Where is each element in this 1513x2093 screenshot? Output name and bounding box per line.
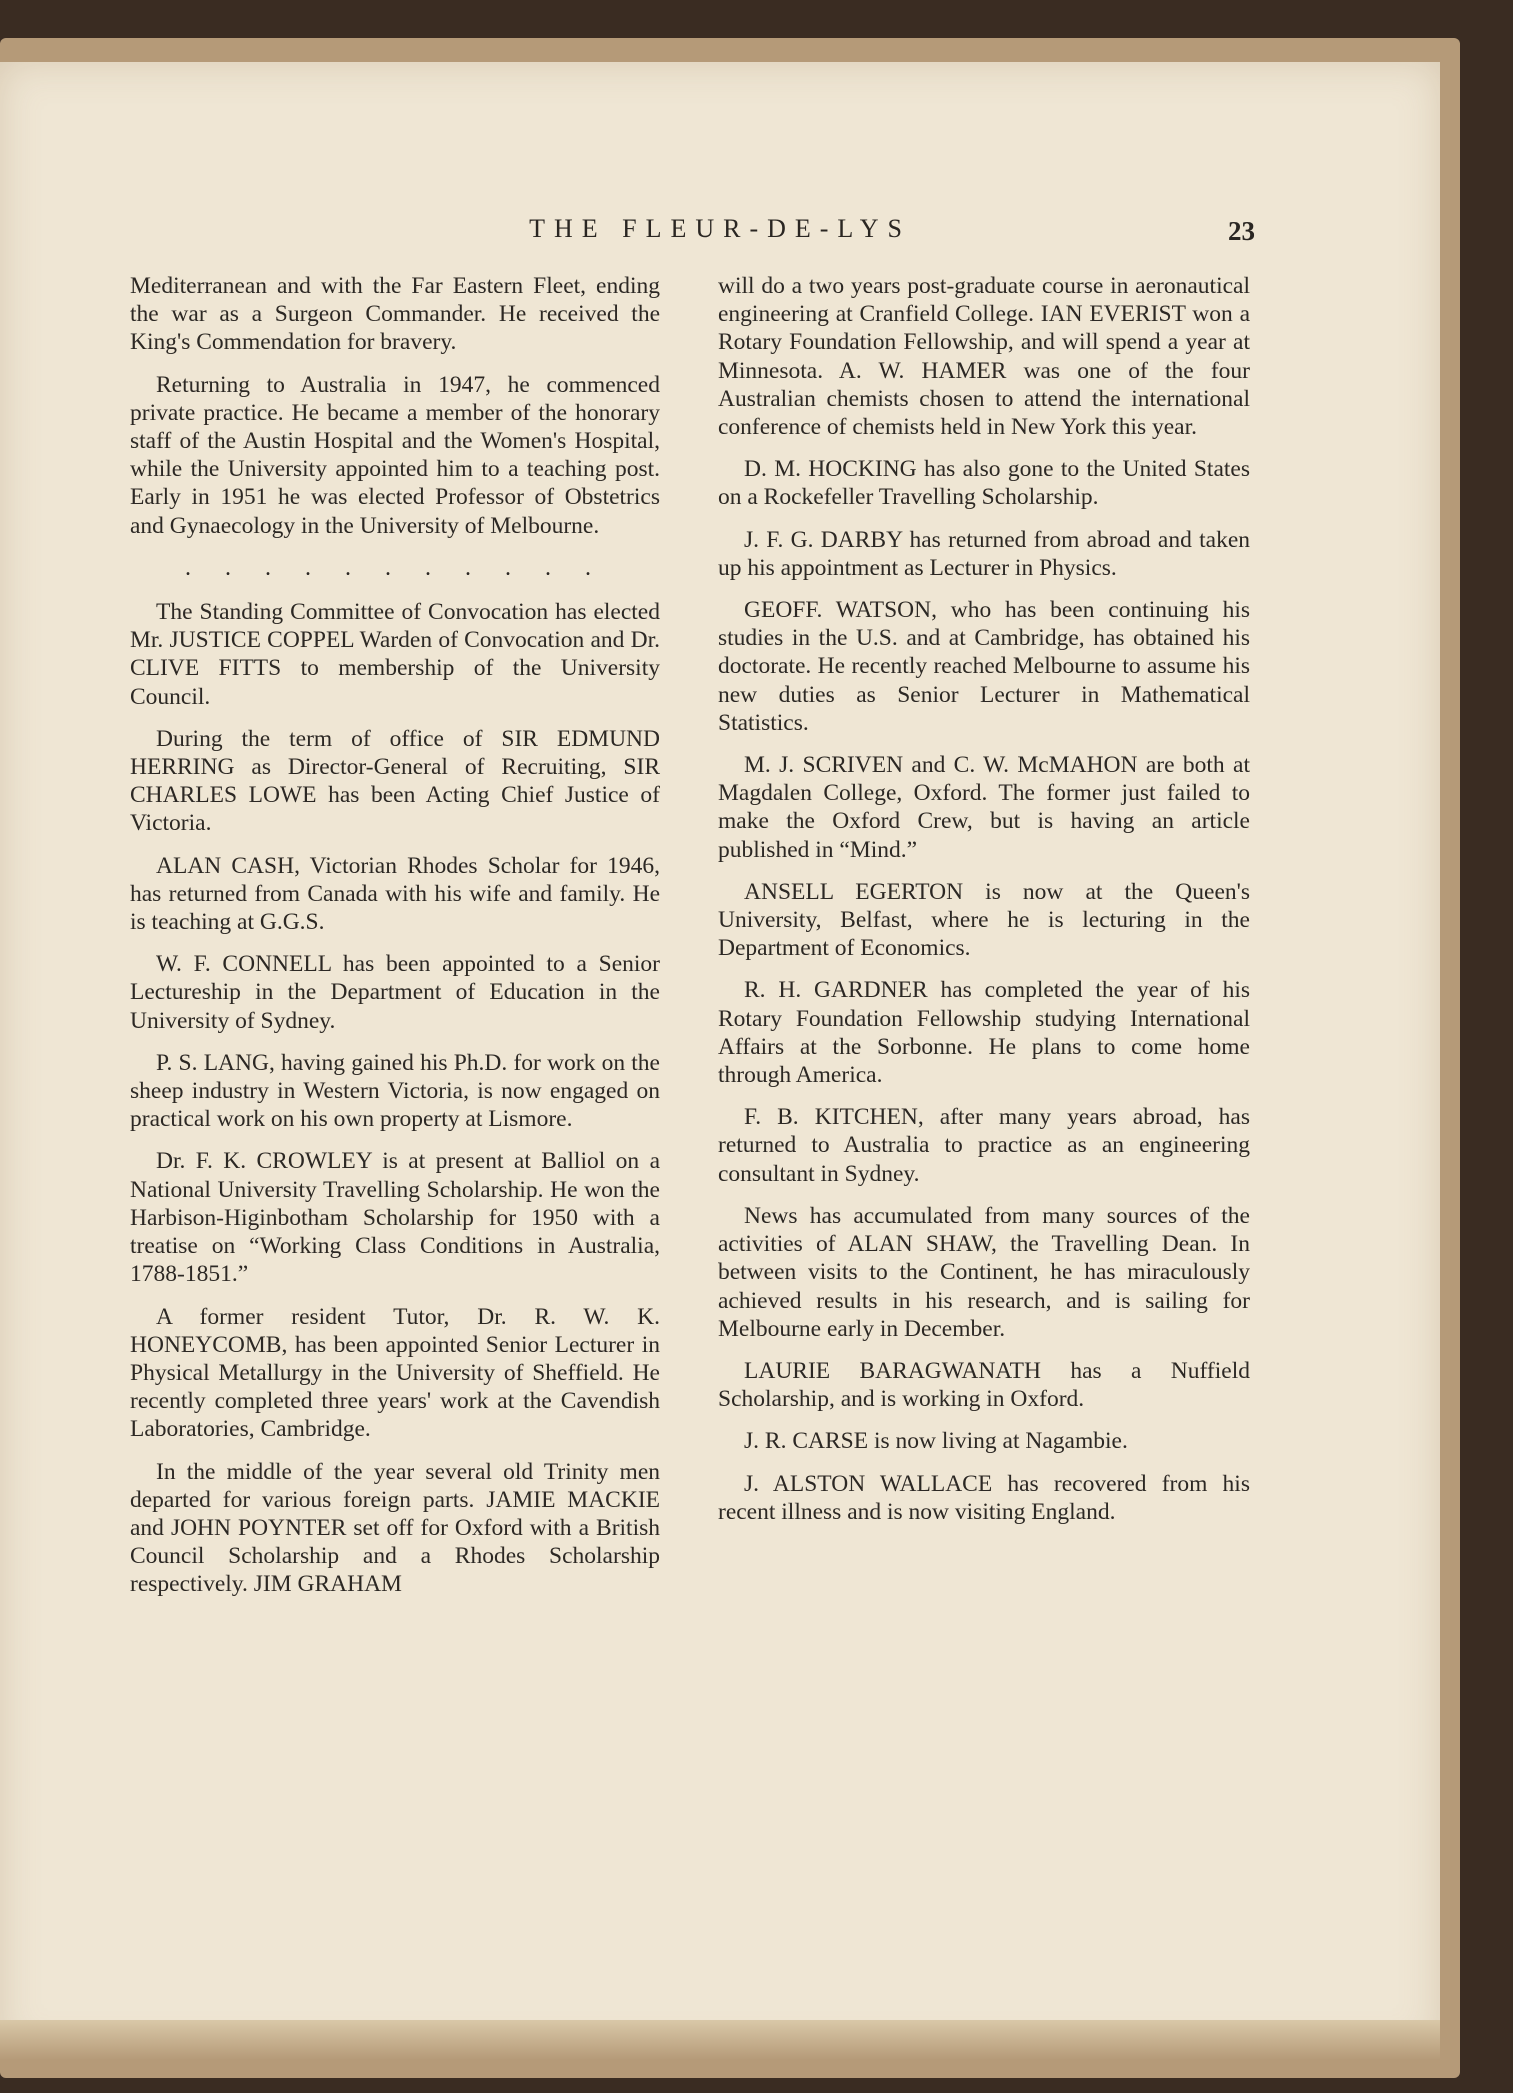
paragraph: News has accumulated from many sources of the activities of ALAN SHAW, the Travelling Dean. In between visits to the Continent, he has miraculously achieved results in his research, and is sailing for Melbourne early in December. bbox=[718, 1202, 1250, 1342]
paragraph: F. B. KITCHEN, after many years abroad, has returned to Australia to practice as an engineering consultant in Sydney. bbox=[718, 1104, 1250, 1187]
paragraph: LAURIE BARAGWANATH has a Nuffield Scholarship, and is working in Oxford. bbox=[718, 1357, 1250, 1413]
paragraph: R. H. GARDNER has completed the year of his Rotary Foundation Fellowship studying International Affairs at the Sorbonne. He plans to come home through America. bbox=[718, 977, 1250, 1089]
paragraph: A former resident Tutor, Dr. R. W. K. HONEYCOMB, has been appointed Senior Lecturer in Physical Metallurgy in the University of Sheffield. He recently completed three years' work at the Cavendish Laboratories, Cambridge. bbox=[130, 1303, 660, 1443]
paragraph: In the middle of the year several old Trinity men departed for various foreign parts. JAMIE MACKIE and JOHN POYNTER set off for Oxford with a British Council Scholarship and a Rhodes Scholarship respectively. JIM GRAHAM bbox=[130, 1458, 660, 1598]
paragraph: Dr. F. K. CROWLEY is at present at Balliol on a National University Travelling Scholarship. He won the Harbison-Higinbotham Scholarship for 1950 with a treatise on “Working Class Conditions in Australia, 1788-1851.” bbox=[130, 1148, 660, 1288]
page-bottom-edge bbox=[0, 2020, 1440, 2060]
paragraph: ANSELL EGERTON is now at the Queen's University, Belfast, where he is lecturing in the Department of Economics. bbox=[718, 878, 1250, 962]
paragraph: will do a two years post-graduate course in aeronautical engineering at Cranfield College. IAN EVERIST won a Rotary Foundation Fellowship, and will spend a year at Minnesota. A. W. HAMER was one of the four Australian chemists chosen to attend the international conference of chemists held in New York this year. bbox=[718, 273, 1250, 441]
paragraph: P. S. LANG, having gained his Ph.D. for work on the sheep industry in Western Victoria, is now engaged on practical work on his own property at Lismore. bbox=[130, 1049, 660, 1133]
paragraph: W. F. CONNELL has been appointed to a Senior Lectureship in the Department of Education in the University of Sydney. bbox=[130, 951, 660, 1034]
paragraph: GEOFF. WATSON, who has been continuing his studies in the U.S. and at Cambridge, has obtained his doctorate. He recently reached Melbourne to assume his new duties as Senior Lecturer in Mathematical Statistics. bbox=[718, 597, 1250, 736]
running-title: THE FLEUR-DE-LYS bbox=[529, 214, 911, 243]
left-column bbox=[130, 272, 660, 1613]
paragraph: The Standing Committee of Convocation has elected Mr. JUSTICE COPPEL Warden of Convocation and Dr. CLIVE FITTS to membership of the University Council. bbox=[130, 599, 660, 710]
paragraph: ALAN CASH, Victorian Rhodes Scholar for 1946, has returned from Canada with his wife and family. He is teaching at G.G.S. bbox=[130, 852, 660, 936]
paragraph: J. F. G. DARBY has returned from abroad and taken up his appointment as Lecturer in Physics. bbox=[718, 526, 1250, 581]
right-column bbox=[718, 272, 1250, 1540]
paragraph: D. M. HOCKING has also gone to the United States on a Rockefeller Travelling Scholarship. bbox=[718, 456, 1250, 511]
paragraph: J. R. CARSE is now living at Nagambie. bbox=[744, 1428, 1128, 1455]
section-separator: . . . . . . . . . . . bbox=[185, 554, 605, 581]
paragraph: Returning to Australia in 1947, he commenced private practice. He became a member of the honorary staff of the Austin Hospital and the Women's Hospital, while the University appointed him to a teaching post. Early in 1951 he was elected Professor of Obstetrics and Gynaecology in the University of Melbourne. bbox=[130, 371, 660, 539]
paragraph: Mediterranean and with the Far Eastern Fleet, ending the war as a Surgeon Commander. He received the King's Commendation for bravery. bbox=[130, 273, 660, 356]
page-number: 23 bbox=[1228, 216, 1255, 246]
paragraph: M. J. SCRIVEN and C. W. McMAHON are both at Magdalen College, Oxford. The former just failed to make the Oxford Crew, but is having an article published in “Mind.” bbox=[718, 752, 1250, 863]
paragraph: During the term of office of SIR EDMUND HERRING as Director-General of Recruiting, SIR CHARLES LOWE has been Acting Chief Justice of Victoria. bbox=[130, 725, 660, 837]
paragraph: J. ALSTON WALLACE has recovered from his recent illness and is now visiting England. bbox=[718, 1470, 1250, 1525]
